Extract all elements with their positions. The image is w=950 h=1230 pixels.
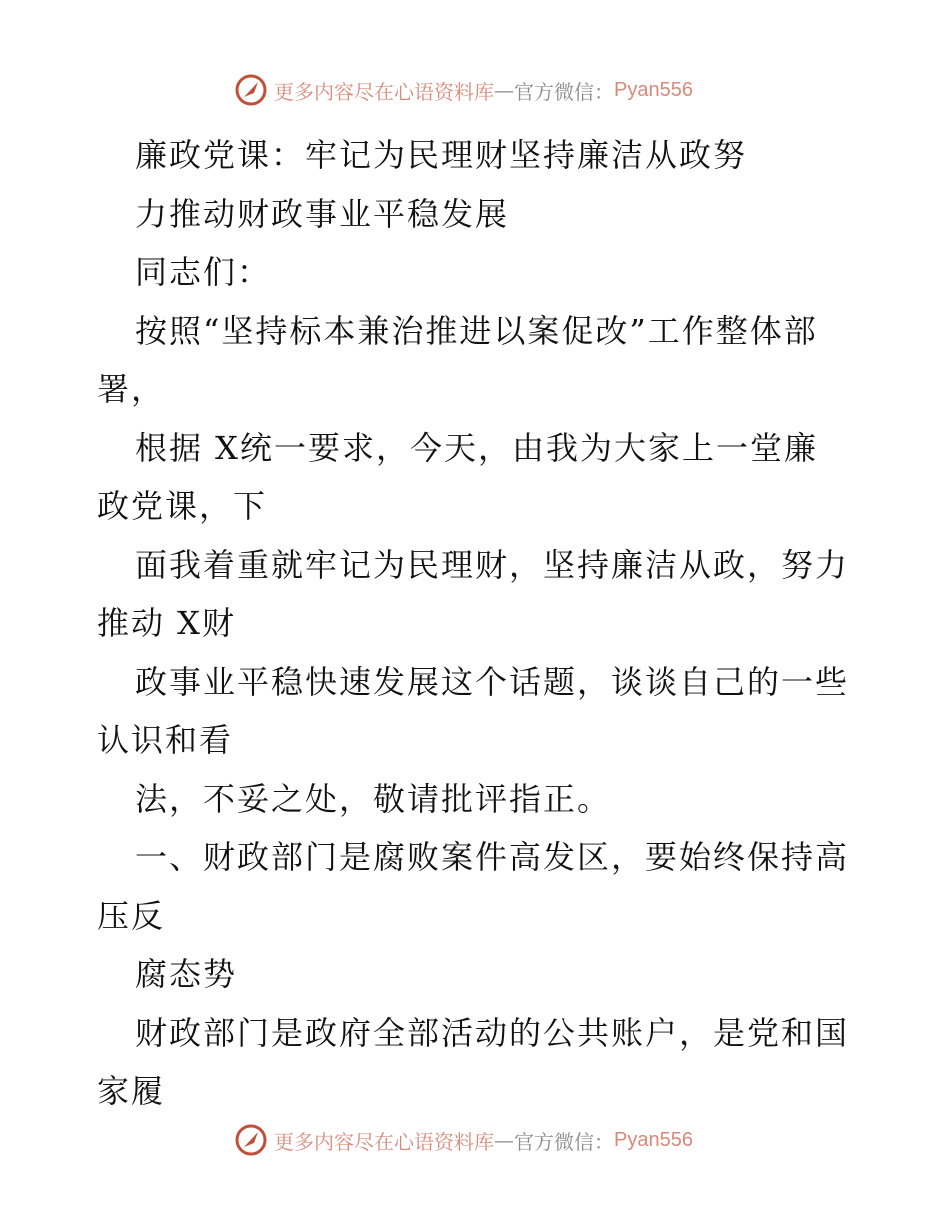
text-line: 政事业平稳快速发展这个话题，谈谈自己的一些 <box>135 662 850 701</box>
watermark-wechat-label: 官方微信： <box>514 79 614 104</box>
header-watermark <box>234 72 693 108</box>
text-line: 压反 <box>97 896 166 935</box>
quill-logo-icon <box>234 1123 268 1157</box>
watermark-site-text: 更多内容尽在心语资料库 <box>274 1129 494 1154</box>
text-line: 法，不妥之处，敬请批评指正。 <box>135 779 612 818</box>
text-line: 同志们： <box>135 253 272 291</box>
text-line: 认识和看 <box>97 721 234 759</box>
text-line: 政党课，下 <box>97 487 268 525</box>
watermark-wechat-id: Pyan556 <box>614 78 693 101</box>
footer-watermark <box>234 1122 693 1158</box>
watermark-wechat-id: Pyan556 <box>614 1128 693 1151</box>
text-line: 一、财政部门是腐败案件高发区，要始终保持高 <box>135 838 850 876</box>
text-line: 根据 X统一要求，今天，由我为大家上一堂廉 <box>135 428 818 467</box>
watermark-wechat-label: 官方微信： <box>514 1129 614 1154</box>
watermark-site-text: 更多内容尽在心语资料库 <box>274 79 494 104</box>
watermark-separator: — <box>494 1128 514 1152</box>
watermark-separator: — <box>494 78 514 102</box>
text-line: 署， <box>97 370 166 408</box>
document-body <box>97 126 877 1121</box>
text-line: 腐态势 <box>135 955 238 993</box>
text-line: 按照“坚持标本兼治推进以案促改”工作整体部 <box>135 311 818 350</box>
text-line: 面我着重就牢记为民理财，坚持廉洁从政，努力 <box>135 545 850 584</box>
quill-logo-icon <box>234 73 268 107</box>
text-line: 家履 <box>97 1072 166 1110</box>
text-line: 力推动财政事业平稳发展 <box>135 194 510 233</box>
text-line: 推动 X财 <box>97 604 236 642</box>
text-line: 财政部门是政府全部活动的公共账户，是党和国 <box>135 1013 850 1052</box>
text-line: 廉政党课：牢记为民理财坚持廉洁从政努 <box>135 136 748 174</box>
